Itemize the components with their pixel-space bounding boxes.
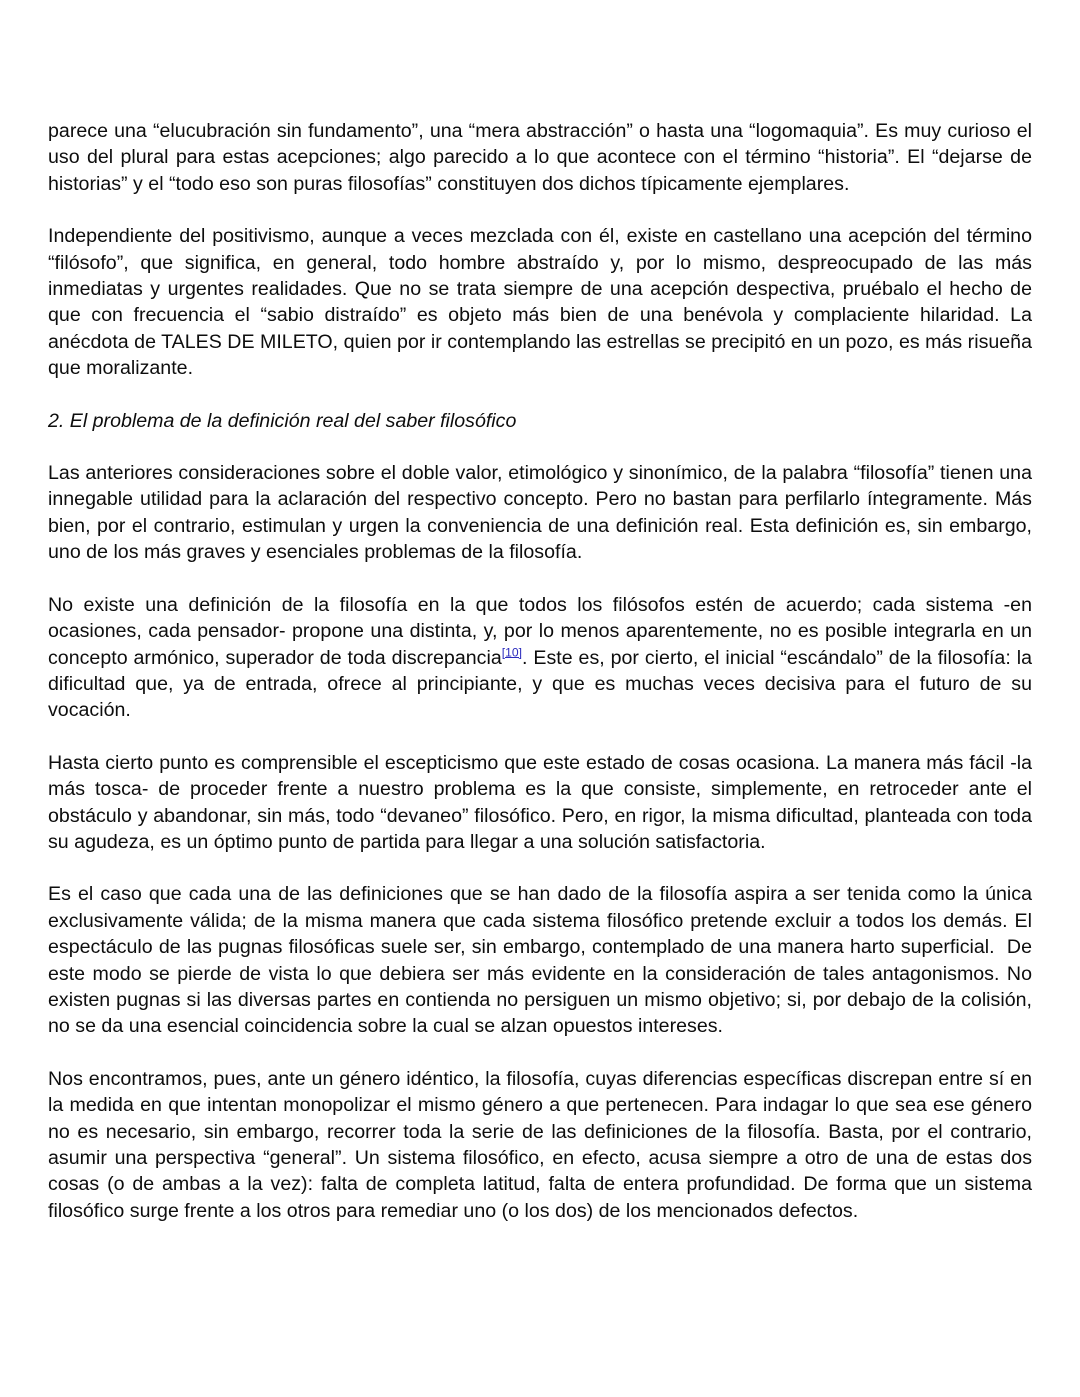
paragraph-continuation-logomaquia: parece una “elucubración sin fundamento”, una “mera abstracción” o hasta una “logomaquia”. Es muy curioso el uso del plural para estas acepciones; algo parecido a lo que acontece con el término “historia”. El “dejarse de historias” y el “todo eso son puras filosofías” constituyen dos dichos típicamente ejemplares. bbox=[48, 120, 1038, 195]
paragraph-no-existe-definicion bbox=[48, 592, 1038, 724]
paragraph-genero-identico: Nos encontramos, pues, ante un género idéntico, la filosofía, cuyas diferencias específicas discrepan entre sí en la medida en que intentan monopolizar el mismo género a que pertenecen. Para indagar lo que sea ese género no es necesario, sin embargo, recorrer toda la serie de las definiciones de la filosofía. Basta, por el contrario, asumir una perspectiva “general”. Un sistema filosófico, en efecto, acusa siempre a otro de una de estas dos cosas (o de ambas a la vez): falta de completa latitud, falta de entera profundidad. De forma que un sistema filosófico surge frente a los otros para remediar uno (o los dos) de los mencionados defectos. bbox=[48, 1067, 1038, 1222]
paragraph-4-text-before-footnote: No existe una definición de la filosofía en la que todos los filósofos estén de acuerdo; cada sistema -en ocasiones, cada pensador- propone una distinta, y, por lo menos aparentemente, no es posible integrarla en un concepto armónico, superador de toda discrepancia bbox=[48, 593, 1038, 669]
paragraph-escepticismo: Hasta cierto punto es comprensible el escepticismo que este estado de cosas ocasiona. La manera más fácil -la más tosca- de proceder frente a nuestro problema es la que consiste, simplemente, en retroceder ante el obstáculo y abandonar, sin más, todo “devaneo” filosófico. Pero, en rigor, la misma dificultad, planteada con toda su agudeza, es un óptimo punto de partida para llegar a una solución satisfactoria. bbox=[48, 751, 1038, 853]
paragraph-4-text-after-footnote: . Este es, por cierto, el inicial “escándalo” de la filosofía: la dificultad que, ya de entrada, ofrece al principiante, y que es muchas veces decisiva para el futuro de su vocación. bbox=[48, 646, 1038, 722]
paragraph-consideraciones-doble-valor: Las anteriores consideraciones sobre el doble valor, etimológico y sinonímico, de la palabra “filosofía” tienen una innegable utilidad para la aclaración del respectivo concepto. Pero no bastan para perfilarlo íntegramente. Más bien, por el contrario, estimulan y urgen la conveniencia de una definición real. Esta definición es, sin embargo, uno de los más graves y esenciales problemas de la filosofía. bbox=[48, 462, 1038, 564]
paragraph-definiciones-exclusivas: Es el caso que cada una de las definiciones que se han dado de la filosofía aspira a ser tenida como la única exclusivamente válida; de la misma manera que cada sistema filosófico pretende excluir a todos los demás. El espectáculo de las pugnas filosóficas suele ser, sin embargo, contemplado de una manera harto superficial. De este modo se pierde de vista lo que debiera ser más evidente en la consideración de tales antagonismos. No existen pugnas si las diversas partes en contienda no persiguen un mismo objetivo; si, por debajo de la colisión, no se da una esencial coincidencia sobre la cual se alzan opuestos intereses. bbox=[48, 883, 1038, 1038]
section-heading-2: 2. El problema de la definición real del saber filosófico bbox=[48, 409, 517, 432]
footnote-reference-10[interactable]: [10] bbox=[501, 644, 522, 659]
document-text-body bbox=[48, 118, 1038, 1224]
paragraph-positivismo-filosofo: Independiente del positivismo, aunque a veces mezclada con él, existe en castellano una acepción del término “filósofo”, que significa, en general, todo hombre abstraído y, por lo mismo, despreocupado de las más inmediatas y urgentes realidades. Que no se trata siempre de una acepción despectiva, pruébalo el hecho de que con frecuencia el “sabio distraído” es objeto más bien de una benévola y complaciente hilaridad. La anécdota de TALES DE MILETO, quien por ir contemplando las estrellas se precipitó en un pozo, es más risueña que moralizante. bbox=[48, 225, 1038, 380]
